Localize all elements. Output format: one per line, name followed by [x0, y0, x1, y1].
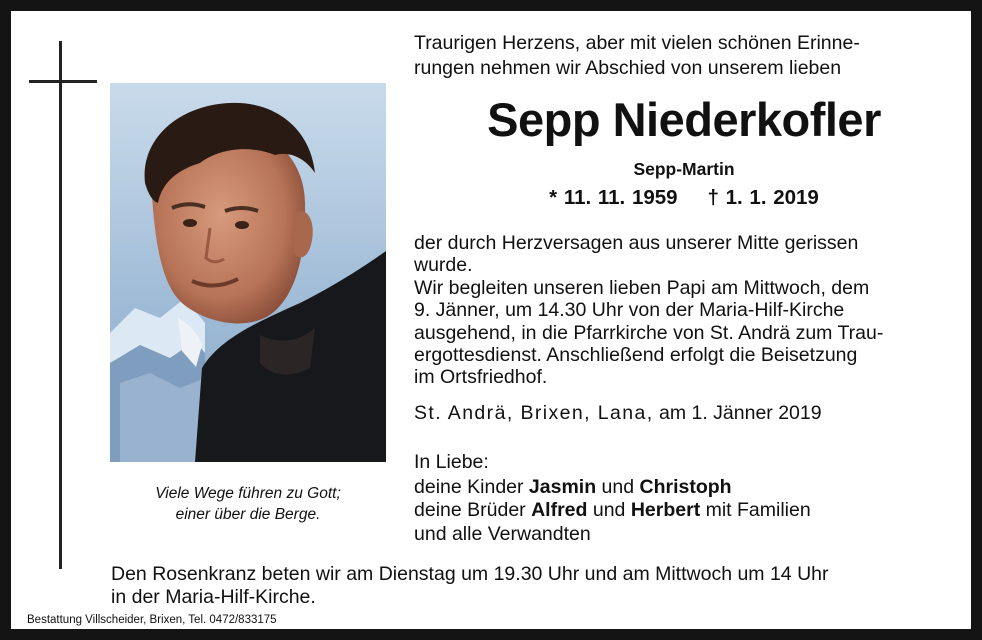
- mourners-brothers: [414, 499, 954, 522]
- rosary-announcement: [111, 563, 959, 610]
- photo-caption: [110, 483, 386, 525]
- mourners-list: [414, 476, 954, 546]
- place: St. Andrä, Brixen, Lana,: [414, 402, 654, 424]
- body-line: wurde.: [414, 254, 473, 277]
- children-prefix: deine Kinder: [414, 476, 524, 498]
- death-date: † 1. 1. 2019: [707, 186, 819, 209]
- mourners-children: [414, 476, 954, 499]
- date: am 1. Jänner 2019: [658, 402, 822, 424]
- mourners-heading: In Liebe:: [414, 451, 489, 473]
- brothers-prefix: deine Brüder: [414, 499, 526, 522]
- body-line: der durch Herzversagen aus unserer Mitte gerissen: [414, 232, 859, 254]
- caption-line: einer über die Berge.: [175, 506, 321, 523]
- rosary-line: in der Maria-Hilf-Kirche.: [111, 586, 316, 609]
- life-dates: [414, 184, 954, 212]
- cross-icon: [59, 41, 62, 569]
- cross-icon-crossbar: [29, 80, 97, 83]
- conjunction: und: [601, 476, 635, 498]
- deceased-name: Sepp Niederkofler: [487, 93, 881, 146]
- caption-line: Viele Wege führen zu Gott;: [155, 485, 341, 502]
- deceased-nickname: Sepp-Martin: [633, 159, 735, 179]
- intro-line: Traurigen Herzens, aber mit vielen schönen Erinne-: [414, 32, 860, 54]
- place-date: [414, 401, 954, 425]
- body-line: Wir begleiten unseren lieben Papi am Mittwoch, dem: [414, 276, 870, 299]
- funeral-home-footer: Bestattung Villscheider, Brixen, Tel. 0472/833175: [27, 614, 277, 626]
- intro-text: [414, 31, 954, 81]
- brother-name: Herbert: [630, 499, 701, 522]
- child-name: Jasmin: [528, 476, 597, 498]
- birth-date: * 11. 11. 1959: [549, 186, 678, 209]
- mourners-relatives: und alle Verwandten: [414, 522, 591, 545]
- body-line: 9. Jänner, um 14.30 Uhr von der Maria-Hilf-Kirche: [414, 299, 845, 322]
- body-line: ergottesdienst. Anschließend erfolgt die Beisetzung: [414, 344, 858, 367]
- body-line: ausgehend, in die Pfarrkirche von St. Andrä zum Trau-: [414, 321, 884, 344]
- body-line: im Ortsfriedhof.: [414, 366, 548, 389]
- portrait-photo: [110, 83, 386, 462]
- brother-name: Alfred: [531, 499, 588, 522]
- intro-line: rungen nehmen wir Abschied von unserem lieben: [414, 57, 842, 79]
- conjunction: und: [592, 499, 626, 522]
- brothers-suffix: mit Familien: [705, 499, 811, 522]
- obituary-body: [414, 232, 955, 389]
- child-name: Christoph: [639, 476, 732, 498]
- rosary-line: Den Rosenkranz beten wir am Dienstag um 19.30 Uhr und am Mittwoch um 14 Uhr: [111, 563, 829, 585]
